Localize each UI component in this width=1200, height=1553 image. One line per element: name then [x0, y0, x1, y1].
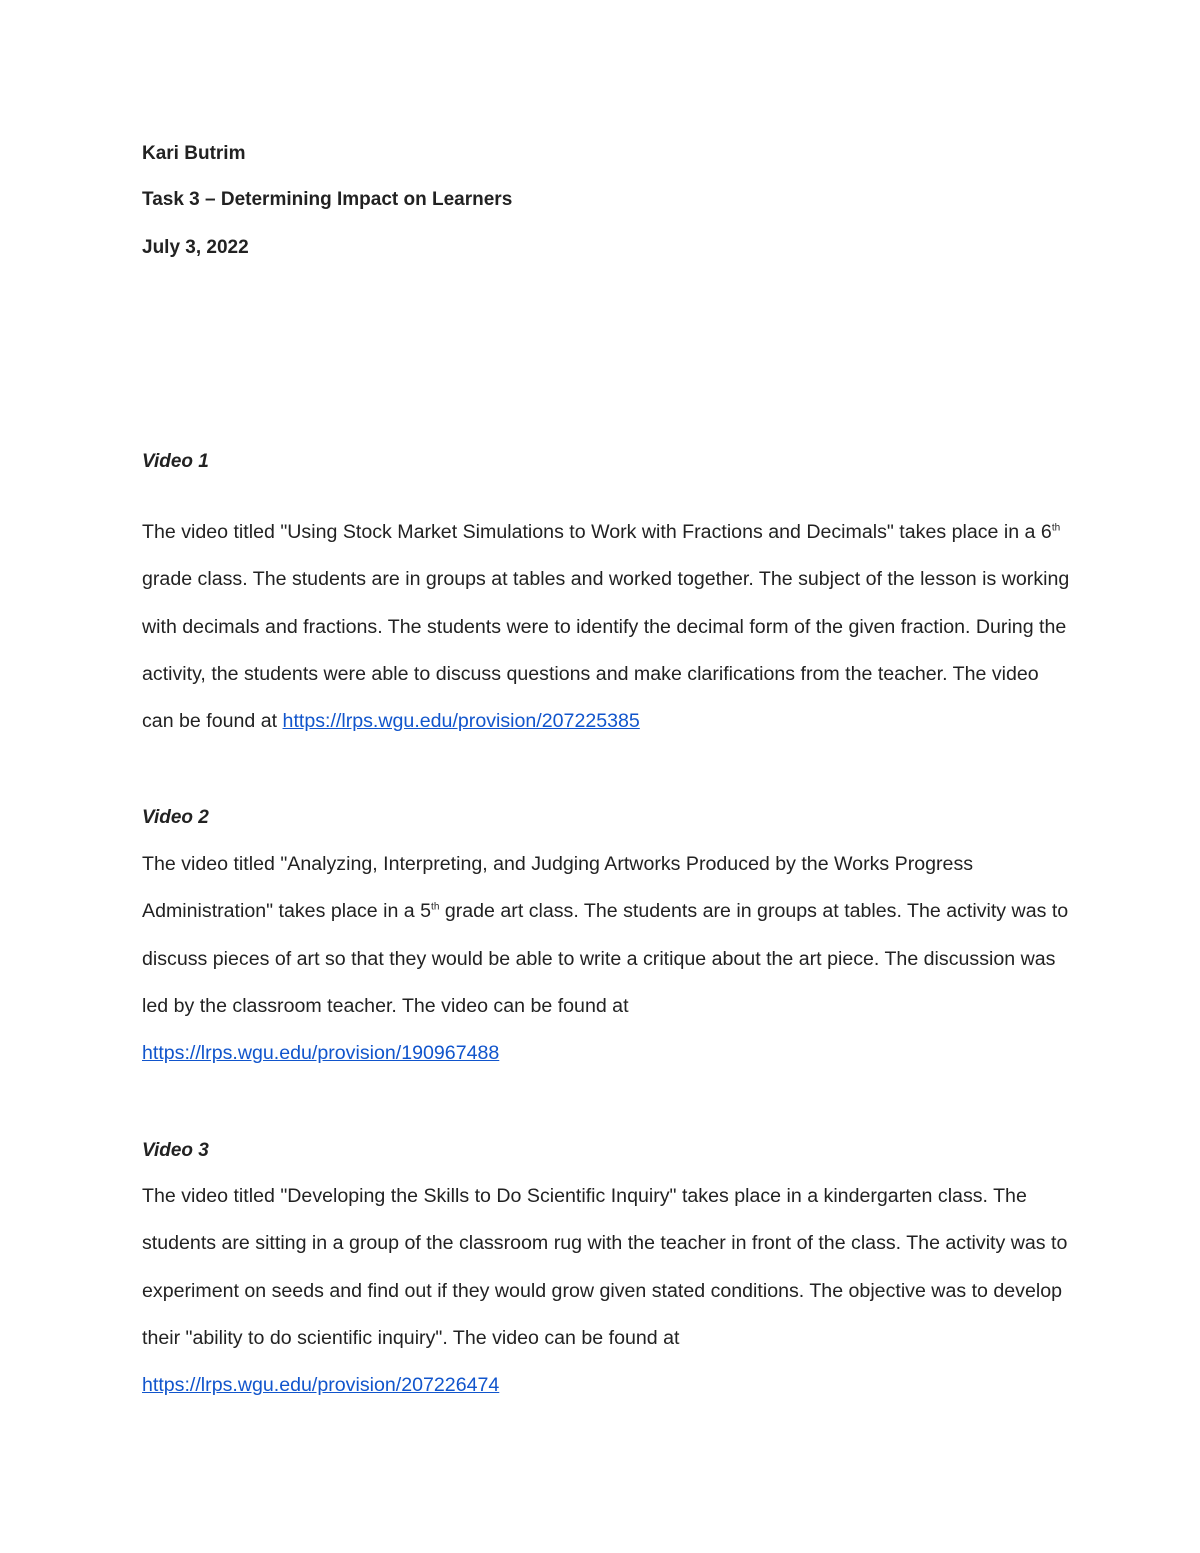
- video-1-link[interactable]: https://lrps.wgu.edu/provision/207225385: [282, 710, 640, 733]
- video-2-description: [142, 841, 1072, 1077]
- video-2-link[interactable]: https://lrps.wgu.edu/provision/190967488: [142, 1042, 500, 1065]
- video-3-text: The video titled "Developing the Skills to Do Scientific Inquiry" takes place in a kindergarten class. The students are sitting in a group of the classroom rug with the teacher in front of the class. The activity was to experiment on seeds and find out if they would grow given stated conditions. The objective was to develop their "ability to do scientific inquiry". The video can be found at: [142, 1185, 1068, 1349]
- document-title: Task 3 – Determining Impact on Learners: [142, 189, 513, 210]
- ordinal-suffix: th: [1051, 522, 1061, 534]
- video-1-text-part-2: grade class. The students are in groups at tables and worked together. The subject of the lesson is working with decimals and fractions. The students were to identify the decimal form of the given fraction. During the activity, the students were able to discuss questions and make clarifications from the teacher. The video can be found at: [142, 568, 1070, 733]
- ordinal-suffix: th: [431, 901, 440, 913]
- video-3-description: [142, 1173, 1072, 1409]
- video-2-heading: Video 2: [142, 807, 209, 828]
- video-1-text-part-1: The video titled "Using Stock Market Simulations to Work with Fractions and Decimals" takes place in a 6: [142, 521, 1052, 543]
- video-3-heading: Video 3: [142, 1140, 209, 1161]
- video-1-heading: Video 1: [142, 451, 209, 472]
- video-1-description: [142, 509, 1072, 745]
- author-name: Kari Butrim: [142, 143, 246, 164]
- video-3-link[interactable]: https://lrps.wgu.edu/provision/207226474: [142, 1374, 500, 1397]
- document-date: July 3, 2022: [142, 237, 249, 258]
- video-2-text-part-2: grade art class. The students are in groups at tables. The activity was to discuss pieces of art so that they would be able to write a critique about the art piece. The discussion was led by the classroom teacher. The video can be found at: [142, 900, 1069, 1017]
- video-2-text-part-1: The video titled "Analyzing, Interpreting, and Judging Artworks Produced by the Works Progress Administration" takes place in a 5: [142, 853, 974, 923]
